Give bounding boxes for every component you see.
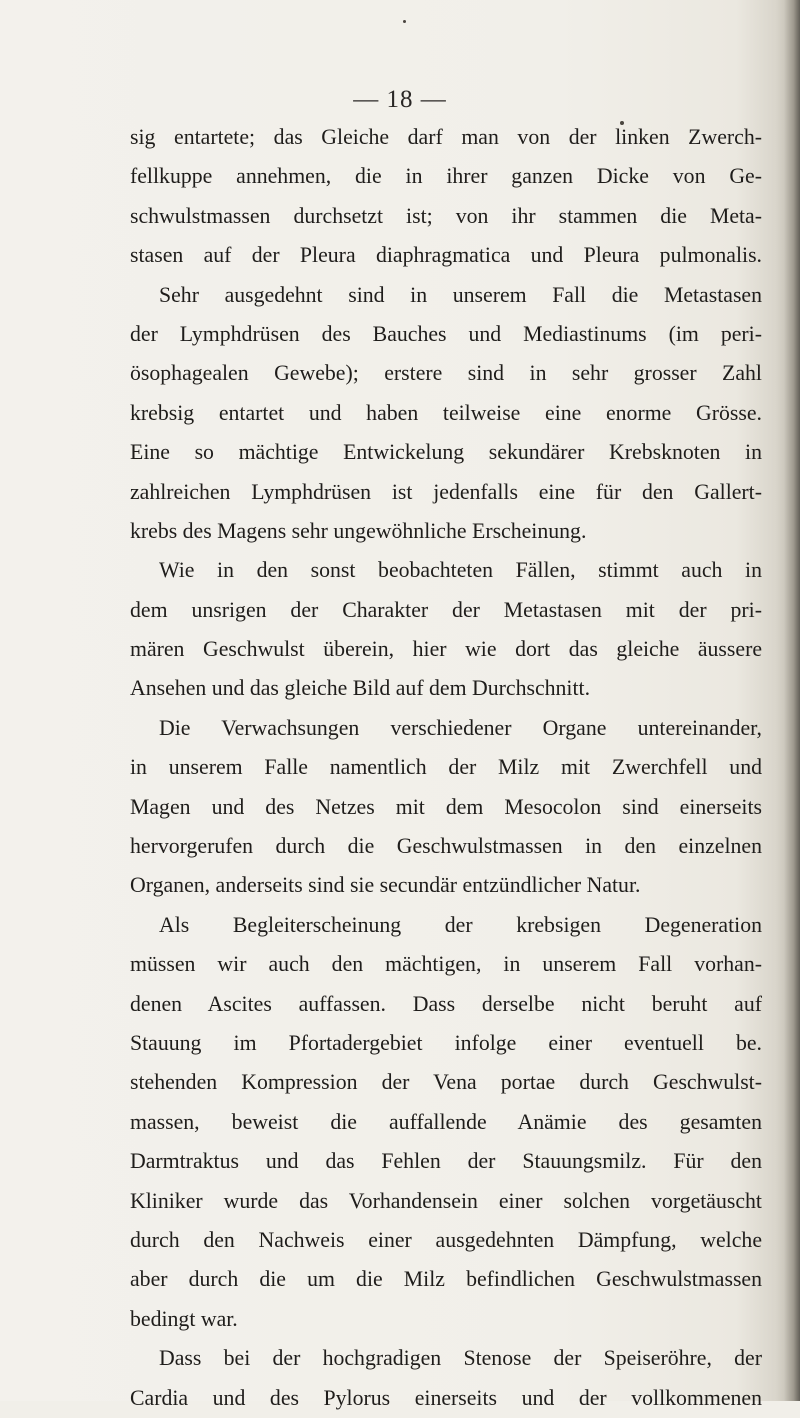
text-line: stasen auf der Pleura diaphragmatica und Pleura pulmonalis. — [130, 243, 762, 268]
text-line: massen, beweist die auffallende Anämie des gesamten — [130, 1109, 762, 1134]
text-line: stehenden Kompression der Vena portae durch Geschwulst- — [130, 1070, 762, 1095]
text-line: der Lymphdrüsen des Bauches und Mediastinums (im peri- — [130, 321, 762, 346]
text-line: fellkuppe annehmen, die in ihrer ganzen Dicke von Ge- — [130, 164, 762, 189]
text-line: Wie in den sonst beobachteten Fällen, stimmt auch in — [159, 558, 762, 583]
page-number: — 18 — — [353, 86, 447, 113]
text-line: aber durch die um die Milz befindlichen Geschwulstmassen — [130, 1267, 762, 1292]
text-line: Sehr ausgedehnt sind in unserem Fall die Metastasen — [159, 282, 762, 307]
text-line: in unserem Falle namentlich der Milz mit Zwerchfell und — [130, 755, 762, 780]
text-line: krebs des Magens sehr ungewöhnliche Erscheinung. — [130, 518, 587, 543]
text-line: bedingt war. — [130, 1306, 238, 1331]
text-line: Dass bei der hochgradigen Stenose der Speiseröhre, der — [159, 1346, 762, 1371]
text-line: Ansehen und das gleiche Bild auf dem Durchschnitt. — [130, 676, 591, 701]
page-edge-shadow — [784, 0, 800, 1401]
body-text — [130, 118, 762, 1418]
text-line: durch den Nachweis einer ausgedehnten Dämpfung, welche — [130, 1227, 762, 1252]
text-line: schwulstmassen durchsetzt ist; von ihr stammen die Meta- — [130, 203, 762, 228]
text-line: zahlreichen Lymphdrüsen ist jedenfalls eine für den Gallert- — [130, 479, 762, 504]
text-line: Magen und des Netzes mit dem Mesocolon sind einerseits — [130, 794, 762, 819]
text-line: sig entartete; das Gleiche darf man von der linken Zwerch- — [130, 125, 762, 149]
text-line: Cardia und des Pylorus einerseits und der vollkommenen — [130, 1385, 762, 1410]
text-line: Organen, anderseits sind sie secundär entzündlicher Natur. — [130, 873, 641, 898]
text-line: hervorgerufen durch die Geschwulstmassen in den einzelnen — [130, 834, 762, 859]
text-line: Eine so mächtige Entwickelung sekundärer Krebsknoten in — [130, 440, 762, 465]
text-line: dem unsrigen der Charakter der Metastasen mit der pri- — [130, 597, 762, 622]
ink-speck — [403, 20, 406, 23]
text-line: müssen wir auch den mächtigen, in unserem Fall vorhan- — [130, 952, 762, 977]
text-line: Als Begleiterscheinung der krebsigen Degeneration — [159, 912, 762, 937]
text-line: ösophagealen Gewebe); erstere sind in sehr grosser Zahl — [130, 361, 762, 386]
text-line: Kliniker wurde das Vorhandensein einer solchen vorgetäuscht — [130, 1188, 762, 1213]
text-line: Die Verwachsungen verschiedener Organe untereinander, — [159, 715, 762, 740]
text-line: denen Ascites auffassen. Dass derselbe nicht beruht auf — [130, 991, 762, 1016]
text-line: mären Geschwulst überein, hier wie dort das gleiche äussere — [130, 637, 762, 662]
text-line: Darmtraktus und das Fehlen der Stauungsmilz. Für den — [130, 1149, 762, 1174]
text-line: krebsig entartet und haben teilweise eine enorme Grösse. — [130, 400, 762, 425]
text-line: Stauung im Pfortadergebiet infolge einer eventuell be. — [130, 1030, 762, 1055]
